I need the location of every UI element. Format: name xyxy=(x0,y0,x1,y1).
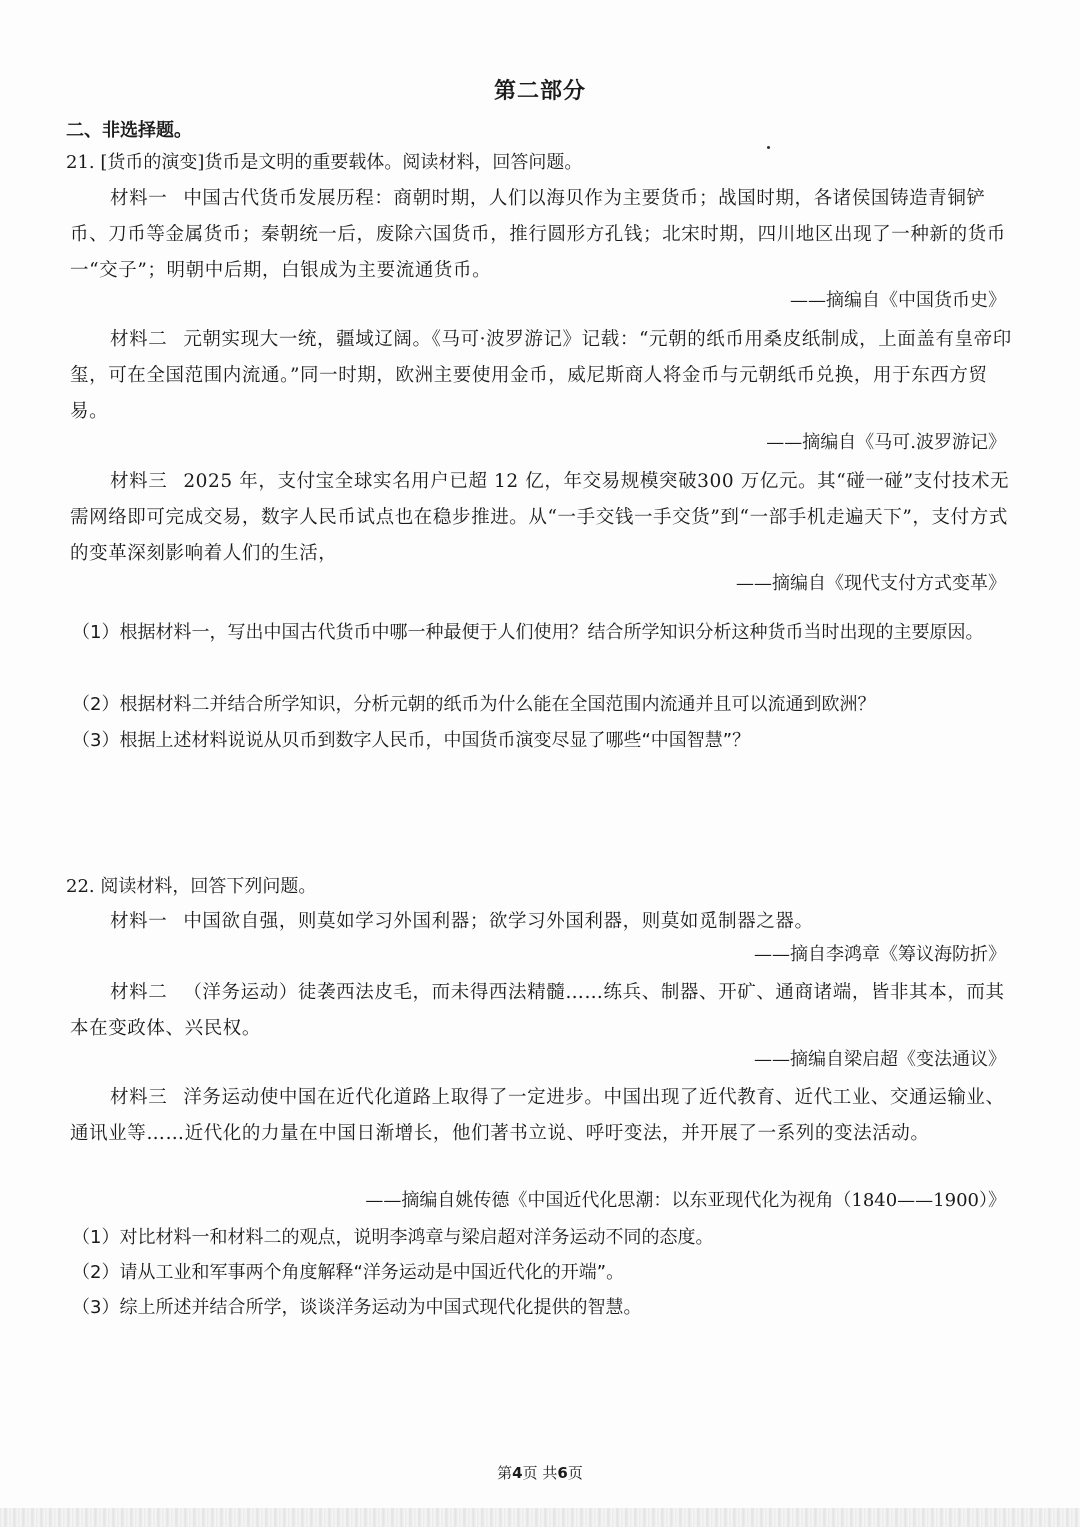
material-text: 洋务运动使中国在近代化道路上取得了一定进步。中国出现了近代教育、近代工业、交通运输业、通讯业等……近代化的力量在中国日渐增长，他们著书立说、呼吁变法，并开展了一系列的变法活动。 xyxy=(70,1087,1005,1144)
q22-material-1 xyxy=(70,904,1020,940)
page-number xyxy=(0,1462,1080,1483)
material-label: 材料一 xyxy=(110,188,168,209)
q22-subquestion-3: （3）综上所述并结合所学，谈谈洋务运动为中国式现代化提供的智慧。 xyxy=(72,1297,642,1318)
scan-bottom-edge xyxy=(0,1508,1080,1527)
material-label: 材料三 xyxy=(110,471,168,492)
q21-subquestion-3: （3）根据上述材料说说从贝币到数字人民币，中国货币演变尽显了哪些“中国智慧”？ xyxy=(72,730,751,751)
q22-material-3-source: ——摘编自姚传德《中国近代化思潮：以东亚现代化为视角（1840——1900）》 xyxy=(365,1190,1006,1211)
q22-subquestion-1: （1）对比材料一和材料二的观点，说明李鸿章与梁启超对洋务运动不同的态度。 xyxy=(72,1227,714,1248)
material-label: 材料三 xyxy=(110,1087,168,1108)
q22-material-1-source: ——摘自李鸿章《筹议海防折》 xyxy=(754,944,1006,965)
q22-subquestion-2: （2）请从工业和军事两个角度解释“洋务运动是中国近代化的开端”。 xyxy=(72,1262,625,1283)
q22-material-3 xyxy=(70,1080,1020,1152)
page-number-prefix: 第 xyxy=(497,1464,513,1482)
section-heading: 二、非选择题。 xyxy=(66,120,192,141)
material-label: 材料二 xyxy=(110,329,168,350)
q21-material-2 xyxy=(70,322,1020,430)
material-text: （洋务运动）徒袭西法皮毛，而未得西法精髓……练兵、制器、开矿、通商诸端，皆非其本，而其本在变政体、兴民权。 xyxy=(70,982,1005,1039)
material-label: 材料一 xyxy=(110,911,168,932)
q21-stem: 21. [货币的演变]货币是文明的重要载体。阅读材料，回答问题。 xyxy=(66,152,583,173)
material-text: 元朝实现大一统，疆域辽阔。《马可·波罗游记》记载：“元朝的纸币用桑皮纸制成，上面盖有皇帝印玺，可在全国范围内流通。”同一时期，欧洲主要使用金币，威尼斯商人将金币与元朝纸币兑换，用于东西方贸易。 xyxy=(70,329,1012,422)
q21-material-2-source: ——摘编自《马可.波罗游记》 xyxy=(766,432,1006,453)
q22-stem: 22. 阅读材料，回答下列问题。 xyxy=(66,876,317,897)
q21-subquestion-1: （1）根据材料一，写出中国古代货币中哪一种最便于人们使用？结合所学知识分析这种货币当时出现的主要原因。 xyxy=(72,622,984,643)
part-title: 第二部分 xyxy=(493,79,586,104)
material-text: 中国欲自强，则莫如学习外国利器；欲学习外国利器，则莫如觅制器之器。 xyxy=(183,911,814,932)
q21-material-1-source: ——摘编自《中国货币史》 xyxy=(790,290,1006,311)
total-pages: 6 xyxy=(557,1464,568,1482)
material-text: 中国古代货币发展历程：商朝时期，人们以海贝作为主要货币；战国时期，各诸侯国铸造青铜铲币、刀币等金属货币；秦朝统一后，废除六国货币，推行圆形方孔钱；北宋时期，四川地区出现了一种新的货币一“交子”；明朝中后期，白银成为主要流通货币。 xyxy=(70,188,1006,281)
page-number-suffix: 页 xyxy=(567,1464,583,1482)
q21-subquestion-2: （2）根据材料二并结合所学知识，分析元朝的纸币为什么能在全国范围内流通并且可以流通到欧洲？ xyxy=(72,694,876,715)
page-number-middle: 页 共 xyxy=(522,1464,558,1482)
material-text: 2025 年，支付宝全球实名用户已超 12 亿，年交易规模突破300 万亿元。其“碰一碰”支付技术无需网络即可完成交易，数字人民币试点也在稳步推进。从“一手交钱一手交货”到“一部手机走遍天下”，支付方式的变革深刻影响着人们的生活， xyxy=(70,471,1010,564)
material-label: 材料二 xyxy=(110,982,168,1003)
q22-material-2-source: ——摘编自梁启超《变法通议》 xyxy=(754,1049,1006,1070)
q22-material-2 xyxy=(70,975,1020,1047)
q21-material-3 xyxy=(70,464,1020,572)
q21-material-3-source: ——摘编自《现代支付方式变革》 xyxy=(736,573,1006,594)
current-page: 4 xyxy=(512,1464,523,1482)
q21-material-1 xyxy=(70,181,1020,289)
